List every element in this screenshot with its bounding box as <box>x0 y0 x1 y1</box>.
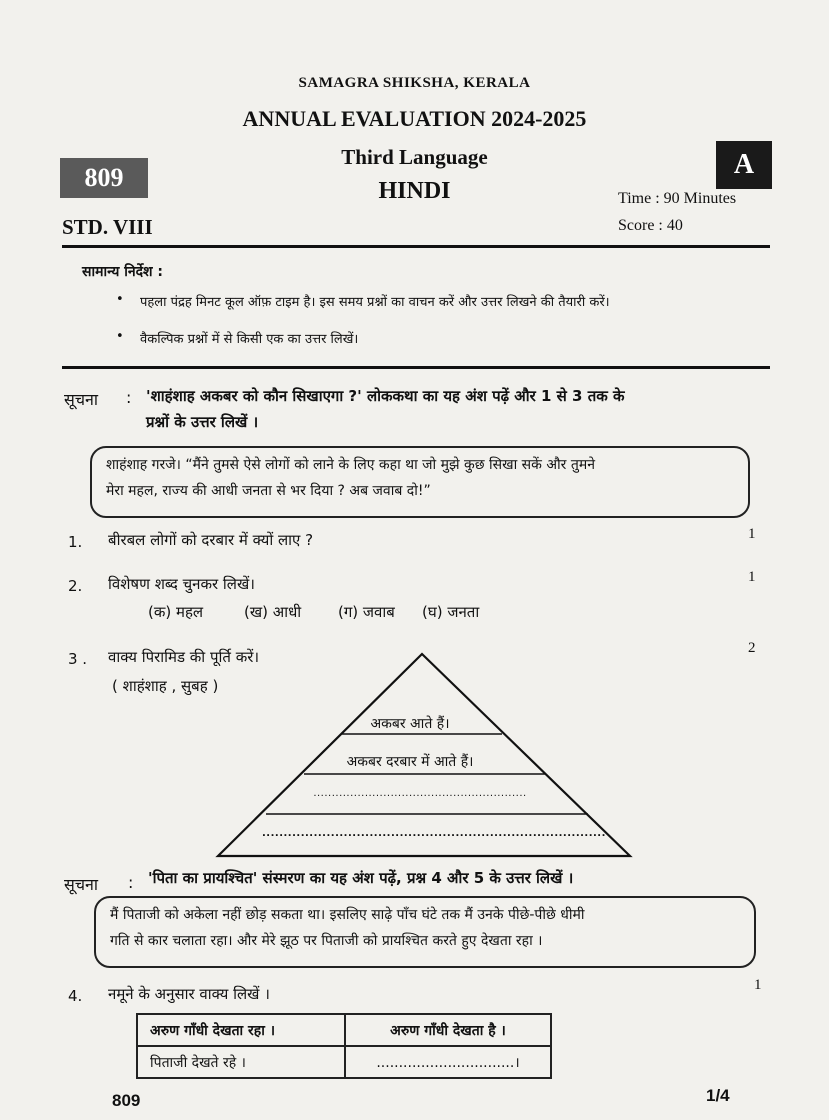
subject-title: HINDI <box>378 178 451 204</box>
header-divider <box>62 245 770 248</box>
question-marks: 1 <box>754 977 762 993</box>
question-text: बीरबल लोगों को दरबार में क्यों लाए ? <box>108 531 314 549</box>
std-label: STD. VIII <box>62 215 153 239</box>
paper-code-badge: 809 <box>60 158 148 198</box>
pyramid-row-3: .......................................................... <box>313 788 527 799</box>
question-text: विशेषण शब्द चुनकर लिखें। <box>108 575 255 593</box>
question-text: नमूने के अनुसार वाक्य लिखें । <box>108 985 270 1003</box>
notice-text: 'शाहंशाह अकबर को कौन सिखाएगा ?' लोककथा का यह अंश पढ़ें और 1 से 3 तक के प्रश्नों के उत्तर लिखें । <box>146 387 625 431</box>
notice-label: सूचना <box>64 390 99 409</box>
example-table <box>136 1013 552 1079</box>
question-number: 3 . <box>68 650 88 668</box>
question-number: 1. <box>68 533 83 551</box>
bullet-icon: • <box>116 329 124 344</box>
table-cell: अरुण गाँधी देखता रहा । <box>137 1014 345 1046</box>
instruction-item: • वैकल्पिक प्रश्नों में से किसी एक का उत्तर लिखें। <box>116 329 359 347</box>
score-label: Score : 40 <box>618 217 683 234</box>
language-label: Third Language <box>341 145 488 169</box>
page-number: 1/4 <box>706 1086 730 1105</box>
bullet-icon: • <box>116 292 124 307</box>
answer-blank: ...............................। <box>345 1046 551 1078</box>
option-gha: (घ) जनता <box>422 603 480 621</box>
footer-paper-code: 809 <box>112 1091 141 1110</box>
notice-label: सूचना <box>64 875 99 894</box>
question-number: 2. <box>68 577 83 595</box>
pyramid-row-1: अकबर आते हैं। <box>370 716 450 732</box>
option-kha: (ख) आधी <box>244 603 302 621</box>
set-badge: A <box>716 141 772 189</box>
question-marks: 1 <box>748 526 756 542</box>
notice-colon: : <box>128 873 134 892</box>
option-ga: (ग) जवाब <box>338 603 395 621</box>
instructions-title: सामान्य निर्देश : <box>82 264 164 280</box>
exam-title: ANNUAL EVALUATION 2024-2025 <box>242 106 587 131</box>
question-number: 4. <box>68 987 83 1005</box>
question-hint: ( शाहंशाह , सुबह ) <box>112 677 219 695</box>
option-ka: (क) महल <box>148 603 204 621</box>
instructions-divider <box>62 366 770 369</box>
question-text: वाक्य पिरामिड की पूर्ति करें। <box>108 648 260 666</box>
notice-colon: : <box>126 388 132 407</box>
time-label: Time : 90 Minutes <box>618 190 737 207</box>
table-row <box>137 1046 551 1078</box>
instruction-item: • पहला पंद्रह मिनट कूल ऑफ़ टाइम है। इस समय प्रश्नों का वाचन करें और उत्तर लिखने की तैयारी करें। <box>116 292 610 310</box>
table-cell: अरुण गाँधी देखता है । <box>345 1014 551 1046</box>
notice-text: 'पिता का प्रायश्चित' संस्मरण का यह अंश पढ़ें, प्रश्न 4 और 5 के उत्तर लिखें । <box>148 869 574 887</box>
table-row <box>137 1014 551 1046</box>
passage-box: शाहंशाह गरजे। “मैंने तुमसे ऐसे लोगों को लाने के लिए कहा था जो मुझे कुछ सिखा सकें और तुमने मेरा महल, राज्य की आधी जनता से भर दिया ? अब जवाब दो!” <box>90 446 750 518</box>
board-name: SAMAGRA SHIKSHA, KERALA <box>298 75 531 91</box>
table-cell: पिताजी देखते रहे । <box>137 1046 345 1078</box>
question-marks: 1 <box>748 569 756 585</box>
passage-box: मैं पिताजी को अकेला नहीं छोड़ सकता था। इसलिए साढ़े पाँच घंटे तक मैं उनके पीछे-पीछे धीमी गति से कार चलाता रहा। और मेरे झूठ पर पिताजी को प्रायश्चित करते हुए देखता रहा । <box>94 896 756 968</box>
pyramid-row-2: अकबर दरबार में आते हैं। <box>346 754 474 770</box>
question-marks: 2 <box>748 640 756 656</box>
pyramid-row-4: ................................................................................ <box>262 828 606 839</box>
